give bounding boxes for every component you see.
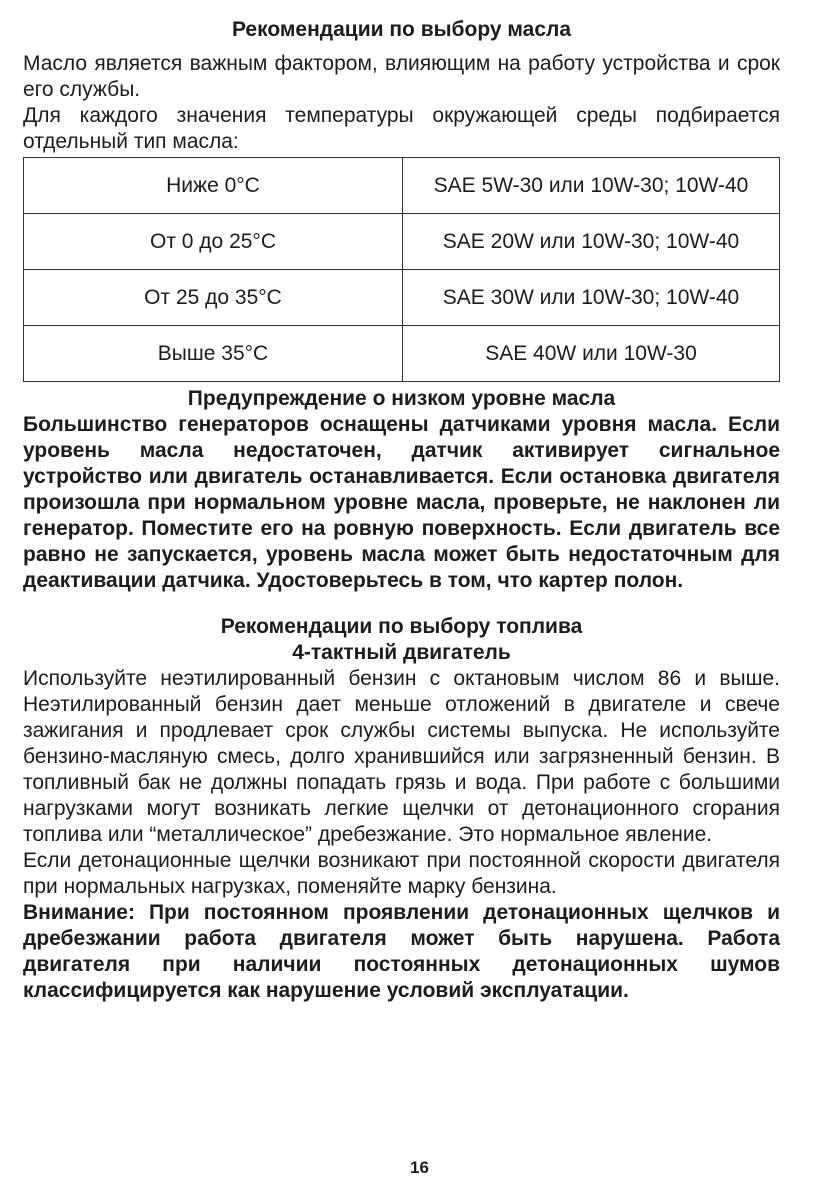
oil-cell: SAE 20W или 10W-30; 10W-40 xyxy=(403,214,780,270)
table-row xyxy=(24,214,780,270)
oil-paragraph-1: Масло является важным фактором, влияющим на работу устройства и срок его службы. xyxy=(23,52,780,101)
table-row xyxy=(24,270,780,326)
oil-table xyxy=(23,157,780,382)
warning-section-title: Предупреждение о низком уровне масла xyxy=(187,387,616,410)
fuel-section-subtitle: 4-тактный двигатель xyxy=(292,641,511,664)
temp-cell: От 25 до 35°С xyxy=(24,270,403,326)
temp-cell: Выше 35°С xyxy=(24,326,403,382)
oil-cell: SAE 40W или 10W-30 xyxy=(403,326,780,382)
manual-page xyxy=(23,17,780,1004)
page-number: 16 xyxy=(410,1158,429,1177)
table-row xyxy=(24,326,780,382)
attention-text: Внимание: При постоянном проявлении детонационных щелчков и дребезжании работа двигателя может быть нарушена. Работа двигателя при наличии постоянных детонационных шумов классифицируется как нарушение условий эксплуатации. xyxy=(23,901,780,1002)
oil-cell: SAE 30W или 10W-30; 10W-40 xyxy=(403,270,780,326)
fuel-paragraph-2: Если детонационные щелчки возникают при постоянной скорости двигателя при нормальных нагрузках, поменяйте марку бензина. xyxy=(23,849,780,898)
fuel-paragraph-1: Используйте неэтилированный бензин с октановым числом 86 и выше. Неэтилированный бензин дает меньше отложений в двигателе и свече зажигания и продлевает срок службы системы выпуска. Не используйте бензино-масляную смесь, долго хранившийся или загрязненный бензин. В топливный бак не должны попадать грязь и вода. При работе с большими нагрузками могут возникать легкие щелчки от детонационного сгорания топлива или “металлическое” дребезжание. Это нормальное явление. xyxy=(23,667,780,846)
fuel-section-title: Рекомендации по выбору топлива xyxy=(220,615,583,638)
warning-text: Большинство генераторов оснащены датчиками уровня масла. Если уровень масла недостаточен, датчик активирует сигнальное устройство или двигатель останавливается. Если остановка двигателя произошла при нормальном уровне масла, проверьте, не наклонен ли генератор. Поместите его на ровную поверхность. Если двигатель все равно не запускается, уровень масла может быть недостаточным для деактивации датчика. Удостоверьтесь в том, что картер полон. xyxy=(23,413,780,592)
oil-paragraph-2: Для каждого значения температуры окружающей среды подбирается отдельный тип масла: xyxy=(23,104,780,153)
temp-cell: Ниже 0°С xyxy=(24,158,403,214)
oil-section-title: Рекомендации по выбору масла xyxy=(231,18,572,41)
table-row xyxy=(24,158,780,214)
oil-cell: SAE 5W-30 или 10W-30; 10W-40 xyxy=(403,158,780,214)
temp-cell: От 0 до 25°С xyxy=(24,214,403,270)
